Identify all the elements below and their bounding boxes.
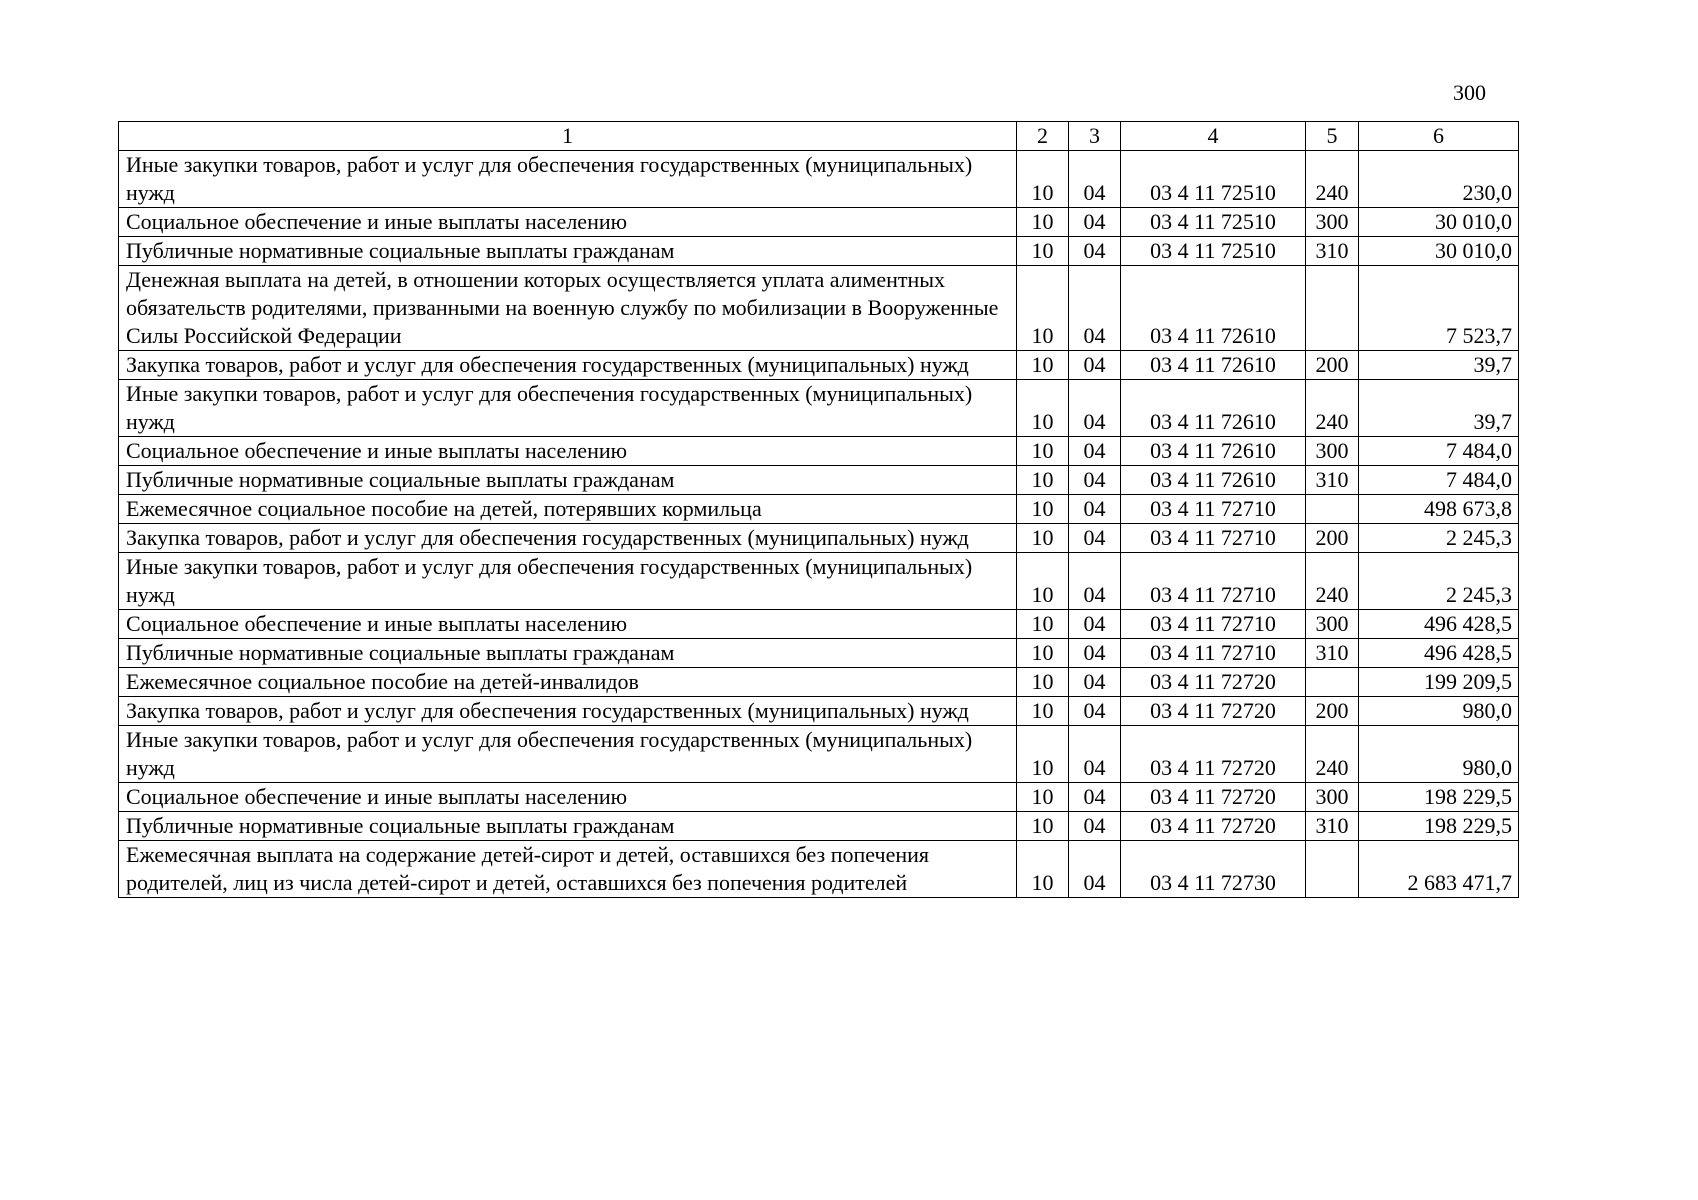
- cell-expense-type: 300: [1306, 783, 1359, 812]
- cell-expense-type: 300: [1306, 437, 1359, 466]
- cell-name: Публичные нормативные социальные выплаты гражданам: [119, 639, 1017, 668]
- cell-subsection: 04: [1069, 495, 1121, 524]
- table-header-row: [119, 122, 1519, 151]
- table-row: [119, 466, 1519, 495]
- cell-expense-type: 240: [1306, 553, 1359, 610]
- cell-subsection: 04: [1069, 783, 1121, 812]
- cell-amount: 498 673,8: [1359, 495, 1519, 524]
- table-row: [119, 783, 1519, 812]
- cell-subsection: 04: [1069, 466, 1121, 495]
- cell-amount: 198 229,5: [1359, 812, 1519, 841]
- cell-name: Закупка товаров, работ и услуг для обеспечения государственных (муниципальных) нужд: [119, 697, 1017, 726]
- cell-section: 10: [1017, 524, 1069, 553]
- cell-expense-type: 310: [1306, 812, 1359, 841]
- cell-target-article: 03 4 11 72710: [1121, 610, 1306, 639]
- cell-name: Закупка товаров, работ и услуг для обеспечения государственных (муниципальных) нужд: [119, 524, 1017, 553]
- cell-name: Денежная выплата на детей, в отношении которых осуществляется уплата алиментных обязательств родителями, призванными на военную службу по мобилизации в Вооруженные Силы Российской Федерации: [119, 266, 1017, 351]
- cell-amount: 30 010,0: [1359, 208, 1519, 237]
- cell-amount: 39,7: [1359, 380, 1519, 437]
- cell-section: 10: [1017, 151, 1069, 208]
- cell-section: 10: [1017, 668, 1069, 697]
- cell-section: 10: [1017, 495, 1069, 524]
- cell-target-article: 03 4 11 72710: [1121, 639, 1306, 668]
- cell-target-article: 03 4 11 72730: [1121, 841, 1306, 898]
- cell-section: 10: [1017, 266, 1069, 351]
- cell-target-article: 03 4 11 72720: [1121, 783, 1306, 812]
- cell-subsection: 04: [1069, 610, 1121, 639]
- cell-section: 10: [1017, 437, 1069, 466]
- table-row: [119, 208, 1519, 237]
- table-row: [119, 524, 1519, 553]
- cell-name: Ежемесячная выплата на содержание детей-сирот и детей, оставшихся без попечения родителей, лиц из числа детей-сирот и детей, оставшихся без попечения родителей: [119, 841, 1017, 898]
- cell-target-article: 03 4 11 72510: [1121, 151, 1306, 208]
- cell-section: 10: [1017, 351, 1069, 380]
- cell-subsection: 04: [1069, 151, 1121, 208]
- cell-name: Ежемесячное социальное пособие на детей-инвалидов: [119, 668, 1017, 697]
- cell-name: Социальное обеспечение и иные выплаты населению: [119, 208, 1017, 237]
- table-row: [119, 237, 1519, 266]
- cell-section: 10: [1017, 783, 1069, 812]
- cell-name: Социальное обеспечение и иные выплаты населению: [119, 783, 1017, 812]
- header-col-5: 5: [1306, 122, 1359, 151]
- table-row: [119, 380, 1519, 437]
- table-row: [119, 495, 1519, 524]
- cell-name: Иные закупки товаров, работ и услуг для обеспечения государственных (муниципальных) нужд: [119, 553, 1017, 610]
- cell-name: Социальное обеспечение и иные выплаты населению: [119, 437, 1017, 466]
- table-row: [119, 266, 1519, 351]
- cell-amount: 7 523,7: [1359, 266, 1519, 351]
- cell-target-article: 03 4 11 72720: [1121, 668, 1306, 697]
- cell-section: 10: [1017, 639, 1069, 668]
- cell-section: 10: [1017, 841, 1069, 898]
- cell-name: Иные закупки товаров, работ и услуг для обеспечения государственных (муниципальных) нужд: [119, 151, 1017, 208]
- cell-target-article: 03 4 11 72720: [1121, 812, 1306, 841]
- table-row: [119, 610, 1519, 639]
- cell-expense-type: 240: [1306, 380, 1359, 437]
- cell-name: Ежемесячное социальное пособие на детей, потерявших кормильца: [119, 495, 1017, 524]
- table-row: [119, 351, 1519, 380]
- cell-amount: 2 245,3: [1359, 524, 1519, 553]
- page-number: 300: [1453, 80, 1486, 105]
- header-col-4: 4: [1121, 122, 1306, 151]
- cell-subsection: 04: [1069, 437, 1121, 466]
- cell-target-article: 03 4 11 72710: [1121, 524, 1306, 553]
- cell-amount: 30 010,0: [1359, 237, 1519, 266]
- cell-section: 10: [1017, 237, 1069, 266]
- cell-section: 10: [1017, 380, 1069, 437]
- cell-section: 10: [1017, 726, 1069, 783]
- cell-amount: 199 209,5: [1359, 668, 1519, 697]
- cell-subsection: 04: [1069, 639, 1121, 668]
- cell-amount: 496 428,5: [1359, 639, 1519, 668]
- table-row: [119, 639, 1519, 668]
- cell-expense-type: [1306, 668, 1359, 697]
- cell-subsection: 04: [1069, 351, 1121, 380]
- cell-target-article: 03 4 11 72710: [1121, 553, 1306, 610]
- cell-amount: 2 683 471,7: [1359, 841, 1519, 898]
- cell-subsection: 04: [1069, 668, 1121, 697]
- cell-name: Публичные нормативные социальные выплаты гражданам: [119, 237, 1017, 266]
- cell-expense-type: 310: [1306, 639, 1359, 668]
- cell-subsection: 04: [1069, 208, 1121, 237]
- cell-subsection: 04: [1069, 553, 1121, 610]
- cell-subsection: 04: [1069, 266, 1121, 351]
- table-row: [119, 697, 1519, 726]
- cell-expense-type: 240: [1306, 726, 1359, 783]
- cell-expense-type: 200: [1306, 697, 1359, 726]
- cell-subsection: 04: [1069, 841, 1121, 898]
- cell-name: Социальное обеспечение и иные выплаты населению: [119, 610, 1017, 639]
- cell-amount: 198 229,5: [1359, 783, 1519, 812]
- cell-subsection: 04: [1069, 726, 1121, 783]
- cell-amount: 7 484,0: [1359, 437, 1519, 466]
- cell-expense-type: 300: [1306, 208, 1359, 237]
- cell-expense-type: [1306, 841, 1359, 898]
- cell-section: 10: [1017, 697, 1069, 726]
- cell-subsection: 04: [1069, 380, 1121, 437]
- cell-amount: 230,0: [1359, 151, 1519, 208]
- cell-target-article: 03 4 11 72610: [1121, 266, 1306, 351]
- cell-name: Иные закупки товаров, работ и услуг для обеспечения государственных (муниципальных) нужд: [119, 380, 1017, 437]
- table-row: [119, 668, 1519, 697]
- table-row: [119, 553, 1519, 610]
- cell-target-article: 03 4 11 72610: [1121, 380, 1306, 437]
- cell-expense-type: 310: [1306, 466, 1359, 495]
- cell-target-article: 03 4 11 72510: [1121, 237, 1306, 266]
- cell-target-article: 03 4 11 72610: [1121, 437, 1306, 466]
- cell-amount: 2 245,3: [1359, 553, 1519, 610]
- cell-amount: 7 484,0: [1359, 466, 1519, 495]
- header-col-6: 6: [1359, 122, 1519, 151]
- header-col-3: 3: [1069, 122, 1121, 151]
- cell-amount: 980,0: [1359, 726, 1519, 783]
- cell-subsection: 04: [1069, 812, 1121, 841]
- header-col-2: 2: [1017, 122, 1069, 151]
- table-row: [119, 151, 1519, 208]
- cell-section: 10: [1017, 812, 1069, 841]
- cell-target-article: 03 4 11 72710: [1121, 495, 1306, 524]
- cell-amount: 980,0: [1359, 697, 1519, 726]
- cell-amount: 39,7: [1359, 351, 1519, 380]
- cell-section: 10: [1017, 553, 1069, 610]
- cell-amount: 496 428,5: [1359, 610, 1519, 639]
- cell-name: Публичные нормативные социальные выплаты гражданам: [119, 466, 1017, 495]
- cell-expense-type: 200: [1306, 524, 1359, 553]
- cell-subsection: 04: [1069, 697, 1121, 726]
- table-row: [119, 812, 1519, 841]
- cell-expense-type: 240: [1306, 151, 1359, 208]
- cell-expense-type: [1306, 495, 1359, 524]
- cell-subsection: 04: [1069, 524, 1121, 553]
- cell-section: 10: [1017, 208, 1069, 237]
- header-col-1: 1: [119, 122, 1017, 151]
- cell-name: Публичные нормативные социальные выплаты гражданам: [119, 812, 1017, 841]
- cell-expense-type: 310: [1306, 237, 1359, 266]
- cell-target-article: 03 4 11 72610: [1121, 466, 1306, 495]
- table-row: [119, 437, 1519, 466]
- cell-expense-type: 200: [1306, 351, 1359, 380]
- cell-expense-type: 300: [1306, 610, 1359, 639]
- cell-name: Закупка товаров, работ и услуг для обеспечения государственных (муниципальных) нужд: [119, 351, 1017, 380]
- cell-target-article: 03 4 11 72720: [1121, 697, 1306, 726]
- cell-subsection: 04: [1069, 237, 1121, 266]
- table-row: [119, 841, 1519, 898]
- cell-expense-type: [1306, 266, 1359, 351]
- cell-target-article: 03 4 11 72610: [1121, 351, 1306, 380]
- cell-section: 10: [1017, 466, 1069, 495]
- budget-table: [118, 121, 1519, 898]
- cell-section: 10: [1017, 610, 1069, 639]
- cell-target-article: 03 4 11 72720: [1121, 726, 1306, 783]
- cell-name: Иные закупки товаров, работ и услуг для обеспечения государственных (муниципальных) нужд: [119, 726, 1017, 783]
- cell-target-article: 03 4 11 72510: [1121, 208, 1306, 237]
- table-row: [119, 726, 1519, 783]
